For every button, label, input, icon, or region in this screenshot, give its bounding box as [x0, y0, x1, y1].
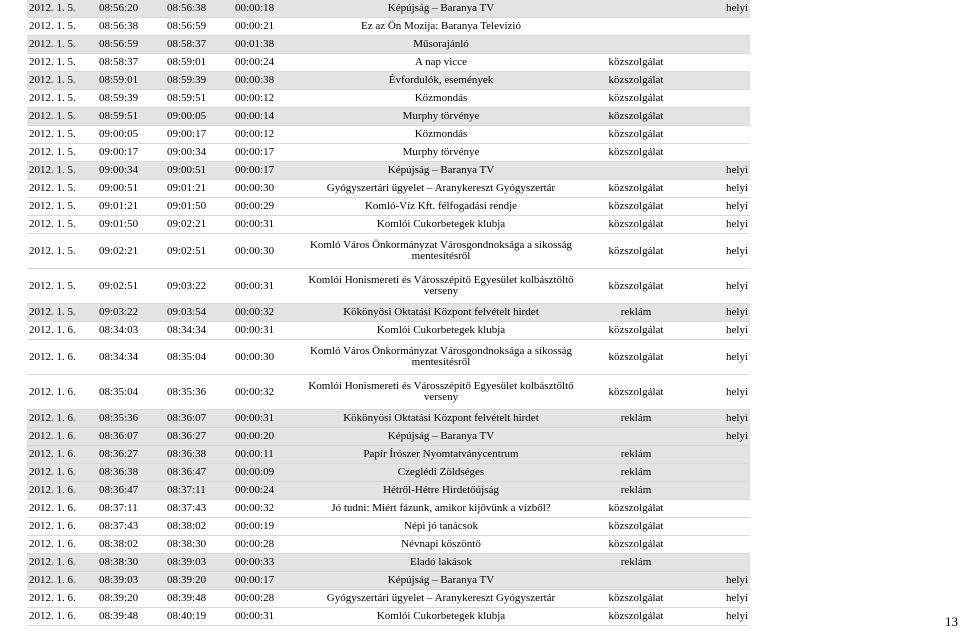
- start-time-cell: 08:37:43: [97, 518, 165, 536]
- date-cell: 2012. 1. 6.: [27, 446, 97, 464]
- local-flag-cell: [685, 536, 750, 554]
- broadcast-schedule-table: [27, 0, 750, 626]
- local-flag-cell: helyi: [685, 198, 750, 216]
- program-title-cell: Képújság – Baranya TV: [295, 0, 587, 18]
- end-time-cell: 09:03:54: [165, 304, 233, 322]
- end-time-cell: 08:59:01: [165, 54, 233, 72]
- duration-cell: 00:00:29: [233, 198, 295, 216]
- date-cell: 2012. 1. 5.: [27, 0, 97, 18]
- duration-cell: 00:00:31: [233, 269, 295, 304]
- end-time-cell: 08:35:04: [165, 340, 233, 375]
- category-cell: közszolgálat: [587, 536, 685, 554]
- table-row: [27, 446, 750, 464]
- duration-cell: 00:00:17: [233, 572, 295, 590]
- program-title-cell: Eladó lakások: [295, 554, 587, 572]
- start-time-cell: 08:56:20: [97, 0, 165, 18]
- date-cell: 2012. 1. 5.: [27, 198, 97, 216]
- end-time-cell: 08:36:38: [165, 446, 233, 464]
- program-title-cell: Ez az Ön Mozija: Baranya Televízió: [295, 18, 587, 36]
- duration-cell: 00:00:31: [233, 322, 295, 340]
- program-title-cell: Murphy törvénye: [295, 108, 587, 126]
- end-time-cell: 09:03:22: [165, 269, 233, 304]
- category-cell: közszolgálat: [587, 180, 685, 198]
- date-cell: 2012. 1. 6.: [27, 536, 97, 554]
- schedule-rows: [27, 0, 750, 626]
- program-title-cell: Komló Város Önkormányzat Városgondnoksága a síkosság mentesítésről: [295, 340, 587, 375]
- date-cell: 2012. 1. 5.: [27, 234, 97, 269]
- duration-cell: 00:00:31: [233, 410, 295, 428]
- duration-cell: 00:00:28: [233, 590, 295, 608]
- program-title-cell: Komló Város Önkormányzat Városgondnoksága a síkosság mentesítésről: [295, 234, 587, 269]
- start-time-cell: 08:34:34: [97, 340, 165, 375]
- start-time-cell: 08:56:59: [97, 36, 165, 54]
- local-flag-cell: helyi: [685, 340, 750, 375]
- end-time-cell: 09:00:05: [165, 108, 233, 126]
- program-title-cell: Közmondás: [295, 126, 587, 144]
- program-title-cell: Kökönyösi Oktatási Központ felvételt hirdet: [295, 410, 587, 428]
- program-title-cell: Komló-Víz Kft. félfogadási rendje: [295, 198, 587, 216]
- date-cell: 2012. 1. 5.: [27, 72, 97, 90]
- end-time-cell: 08:38:30: [165, 536, 233, 554]
- start-time-cell: 08:37:11: [97, 500, 165, 518]
- category-cell: közszolgálat: [587, 322, 685, 340]
- duration-cell: 00:00:18: [233, 0, 295, 18]
- table-row: [27, 518, 750, 536]
- table-row: [27, 340, 750, 375]
- program-title-cell: Papír Írószer Nyomtatványcentrum: [295, 446, 587, 464]
- program-title-cell: Hétről-Hétre Hirdetőújság: [295, 482, 587, 500]
- category-cell: közszolgálat: [587, 108, 685, 126]
- start-time-cell: 08:35:36: [97, 410, 165, 428]
- table-row: [27, 36, 750, 54]
- category-cell: reklám: [587, 482, 685, 500]
- end-time-cell: 08:39:03: [165, 554, 233, 572]
- local-flag-cell: [685, 446, 750, 464]
- category-cell: közszolgálat: [587, 90, 685, 108]
- local-flag-cell: [685, 518, 750, 536]
- start-time-cell: 09:00:34: [97, 162, 165, 180]
- local-flag-cell: helyi: [685, 590, 750, 608]
- category-cell: reklám: [587, 304, 685, 322]
- table-row: [27, 54, 750, 72]
- end-time-cell: 08:56:38: [165, 0, 233, 18]
- duration-cell: 00:00:30: [233, 180, 295, 198]
- start-time-cell: 08:36:27: [97, 446, 165, 464]
- table-row: [27, 572, 750, 590]
- local-flag-cell: helyi: [685, 410, 750, 428]
- category-cell: közszolgálat: [587, 126, 685, 144]
- category-cell: [587, 428, 685, 446]
- table-row: [27, 482, 750, 500]
- program-title-cell: Jó tudni: Miért fázunk, amikor kijövünk a vízből?: [295, 500, 587, 518]
- local-flag-cell: helyi: [685, 162, 750, 180]
- start-time-cell: 09:01:50: [97, 216, 165, 234]
- start-time-cell: 09:00:05: [97, 126, 165, 144]
- local-flag-cell: [685, 482, 750, 500]
- local-flag-cell: [685, 18, 750, 36]
- end-time-cell: 09:00:51: [165, 162, 233, 180]
- duration-cell: 00:00:31: [233, 216, 295, 234]
- category-cell: reklám: [587, 554, 685, 572]
- start-time-cell: 08:59:39: [97, 90, 165, 108]
- local-flag-cell: [685, 126, 750, 144]
- date-cell: 2012. 1. 5.: [27, 144, 97, 162]
- end-time-cell: 08:39:20: [165, 572, 233, 590]
- end-time-cell: 08:40:19: [165, 608, 233, 626]
- end-time-cell: 08:37:43: [165, 500, 233, 518]
- category-cell: közszolgálat: [587, 518, 685, 536]
- start-time-cell: 08:56:38: [97, 18, 165, 36]
- end-time-cell: 08:39:48: [165, 590, 233, 608]
- date-cell: 2012. 1. 6.: [27, 322, 97, 340]
- date-cell: 2012. 1. 6.: [27, 572, 97, 590]
- program-title-cell: Képújság – Baranya TV: [295, 572, 587, 590]
- category-cell: közszolgálat: [587, 72, 685, 90]
- table-row: [27, 464, 750, 482]
- start-time-cell: 08:59:51: [97, 108, 165, 126]
- program-title-cell: Murphy törvénye: [295, 144, 587, 162]
- category-cell: közszolgálat: [587, 216, 685, 234]
- table-row: [27, 554, 750, 572]
- local-flag-cell: helyi: [685, 180, 750, 198]
- table-row: [27, 162, 750, 180]
- program-title-cell: Gyógyszertári ügyelet – Aranykereszt Gyógyszertár: [295, 590, 587, 608]
- end-time-cell: 08:36:27: [165, 428, 233, 446]
- duration-cell: 00:00:14: [233, 108, 295, 126]
- table-row: [27, 234, 750, 269]
- date-cell: 2012. 1. 5.: [27, 216, 97, 234]
- date-cell: 2012. 1. 5.: [27, 180, 97, 198]
- category-cell: közszolgálat: [587, 234, 685, 269]
- program-title-cell: Komlói Honismereti és Városszépítő Egyesület kolbásztöltő verseny: [295, 269, 587, 304]
- local-flag-cell: helyi: [685, 304, 750, 322]
- start-time-cell: 08:59:01: [97, 72, 165, 90]
- date-cell: 2012. 1. 5.: [27, 54, 97, 72]
- local-flag-cell: helyi: [685, 0, 750, 18]
- table-row: [27, 608, 750, 626]
- program-title-cell: Képújság – Baranya TV: [295, 428, 587, 446]
- start-time-cell: 08:38:30: [97, 554, 165, 572]
- category-cell: közszolgálat: [587, 590, 685, 608]
- program-title-cell: Közmondás: [295, 90, 587, 108]
- table-row: [27, 428, 750, 446]
- duration-cell: 00:00:21: [233, 18, 295, 36]
- start-time-cell: 09:03:22: [97, 304, 165, 322]
- start-time-cell: 09:02:21: [97, 234, 165, 269]
- end-time-cell: 09:01:21: [165, 180, 233, 198]
- date-cell: 2012. 1. 5.: [27, 304, 97, 322]
- duration-cell: 00:00:24: [233, 54, 295, 72]
- end-time-cell: 09:01:50: [165, 198, 233, 216]
- program-title-cell: Czeglédi Zöldséges: [295, 464, 587, 482]
- end-time-cell: 08:37:11: [165, 482, 233, 500]
- duration-cell: 00:01:38: [233, 36, 295, 54]
- category-cell: [587, 36, 685, 54]
- end-time-cell: 08:59:39: [165, 72, 233, 90]
- duration-cell: 00:00:32: [233, 500, 295, 518]
- duration-cell: 00:00:32: [233, 304, 295, 322]
- program-title-cell: Évfordulók, események: [295, 72, 587, 90]
- program-title-cell: Komlói Cukorbetegek klubja: [295, 322, 587, 340]
- table-row: [27, 269, 750, 304]
- local-flag-cell: [685, 500, 750, 518]
- local-flag-cell: helyi: [685, 608, 750, 626]
- duration-cell: 00:00:30: [233, 340, 295, 375]
- date-cell: 2012. 1. 6.: [27, 590, 97, 608]
- date-cell: 2012. 1. 5.: [27, 126, 97, 144]
- duration-cell: 00:00:12: [233, 90, 295, 108]
- local-flag-cell: helyi: [685, 572, 750, 590]
- duration-cell: 00:00:09: [233, 464, 295, 482]
- program-title-cell: Népi jó tanácsok: [295, 518, 587, 536]
- date-cell: 2012. 1. 5.: [27, 269, 97, 304]
- category-cell: közszolgálat: [587, 144, 685, 162]
- end-time-cell: 08:36:07: [165, 410, 233, 428]
- table-row: [27, 410, 750, 428]
- duration-cell: 00:00:17: [233, 144, 295, 162]
- program-title-cell: Komlói Cukorbetegek klubja: [295, 608, 587, 626]
- program-title-cell: Gyógyszertári ügyelet – Aranykereszt Gyógyszertár: [295, 180, 587, 198]
- date-cell: 2012. 1. 6.: [27, 482, 97, 500]
- category-cell: [587, 162, 685, 180]
- category-cell: közszolgálat: [587, 500, 685, 518]
- duration-cell: 00:00:38: [233, 72, 295, 90]
- duration-cell: 00:00:19: [233, 518, 295, 536]
- end-time-cell: 08:58:37: [165, 36, 233, 54]
- date-cell: 2012. 1. 5.: [27, 108, 97, 126]
- date-cell: 2012. 1. 6.: [27, 340, 97, 375]
- category-cell: reklám: [587, 410, 685, 428]
- start-time-cell: 08:58:37: [97, 54, 165, 72]
- table-row: [27, 126, 750, 144]
- local-flag-cell: [685, 54, 750, 72]
- table-row: [27, 590, 750, 608]
- table-row: [27, 90, 750, 108]
- program-title-cell: Kökönyösi Oktatási Központ felvételt hirdet: [295, 304, 587, 322]
- page-number: 13: [945, 614, 958, 629]
- local-flag-cell: [685, 36, 750, 54]
- local-flag-cell: [685, 554, 750, 572]
- end-time-cell: 08:35:36: [165, 375, 233, 410]
- date-cell: 2012. 1. 6.: [27, 500, 97, 518]
- category-cell: közszolgálat: [587, 269, 685, 304]
- category-cell: közszolgálat: [587, 375, 685, 410]
- local-flag-cell: helyi: [685, 269, 750, 304]
- local-flag-cell: [685, 72, 750, 90]
- date-cell: 2012. 1. 6.: [27, 464, 97, 482]
- category-cell: közszolgálat: [587, 608, 685, 626]
- duration-cell: 00:00:33: [233, 554, 295, 572]
- start-time-cell: 08:36:38: [97, 464, 165, 482]
- date-cell: 2012. 1. 6.: [27, 375, 97, 410]
- table-row: [27, 72, 750, 90]
- start-time-cell: 08:36:07: [97, 428, 165, 446]
- date-cell: 2012. 1. 5.: [27, 162, 97, 180]
- end-time-cell: 09:00:34: [165, 144, 233, 162]
- table-row: [27, 108, 750, 126]
- category-cell: közszolgálat: [587, 198, 685, 216]
- duration-cell: 00:00:31: [233, 608, 295, 626]
- local-flag-cell: helyi: [685, 428, 750, 446]
- duration-cell: 00:00:12: [233, 126, 295, 144]
- date-cell: 2012. 1. 6.: [27, 608, 97, 626]
- end-time-cell: 09:02:51: [165, 234, 233, 269]
- table-row: [27, 375, 750, 410]
- end-time-cell: 08:34:34: [165, 322, 233, 340]
- local-flag-cell: helyi: [685, 216, 750, 234]
- table-row: [27, 322, 750, 340]
- start-time-cell: 08:38:02: [97, 536, 165, 554]
- date-cell: 2012. 1. 6.: [27, 554, 97, 572]
- duration-cell: 00:00:32: [233, 375, 295, 410]
- start-time-cell: 09:01:21: [97, 198, 165, 216]
- start-time-cell: 08:36:47: [97, 482, 165, 500]
- category-cell: reklám: [587, 446, 685, 464]
- table-row: [27, 304, 750, 322]
- local-flag-cell: helyi: [685, 234, 750, 269]
- duration-cell: 00:00:11: [233, 446, 295, 464]
- date-cell: 2012. 1. 5.: [27, 18, 97, 36]
- end-time-cell: 08:36:47: [165, 464, 233, 482]
- category-cell: [587, 18, 685, 36]
- date-cell: 2012. 1. 5.: [27, 90, 97, 108]
- end-time-cell: 08:56:59: [165, 18, 233, 36]
- table-row: [27, 144, 750, 162]
- local-flag-cell: [685, 464, 750, 482]
- duration-cell: 00:00:17: [233, 162, 295, 180]
- category-cell: [587, 0, 685, 18]
- local-flag-cell: [685, 90, 750, 108]
- date-cell: 2012. 1. 6.: [27, 518, 97, 536]
- local-flag-cell: helyi: [685, 322, 750, 340]
- category-cell: közszolgálat: [587, 340, 685, 375]
- program-title-cell: Komlói Honismereti és Városszépítő Egyesület kolbásztöltő verseny: [295, 375, 587, 410]
- end-time-cell: 08:38:02: [165, 518, 233, 536]
- start-time-cell: 09:00:17: [97, 144, 165, 162]
- program-title-cell: Műsorajánló: [295, 36, 587, 54]
- table-row: [27, 198, 750, 216]
- duration-cell: 00:00:28: [233, 536, 295, 554]
- table-row: [27, 180, 750, 198]
- program-title-cell: Névnapi köszöntő: [295, 536, 587, 554]
- duration-cell: 00:00:20: [233, 428, 295, 446]
- end-time-cell: 09:02:21: [165, 216, 233, 234]
- date-cell: 2012. 1. 6.: [27, 410, 97, 428]
- start-time-cell: 09:02:51: [97, 269, 165, 304]
- start-time-cell: 08:39:03: [97, 572, 165, 590]
- table-row: [27, 536, 750, 554]
- category-cell: [587, 572, 685, 590]
- duration-cell: 00:00:30: [233, 234, 295, 269]
- start-time-cell: 09:00:51: [97, 180, 165, 198]
- program-title-cell: Komlói Cukorbetegek klubja: [295, 216, 587, 234]
- start-time-cell: 08:35:04: [97, 375, 165, 410]
- table-row: [27, 500, 750, 518]
- local-flag-cell: helyi: [685, 375, 750, 410]
- start-time-cell: 08:34:03: [97, 322, 165, 340]
- local-flag-cell: [685, 108, 750, 126]
- category-cell: közszolgálat: [587, 54, 685, 72]
- table-row: [27, 18, 750, 36]
- duration-cell: 00:00:24: [233, 482, 295, 500]
- start-time-cell: 08:39:20: [97, 590, 165, 608]
- end-time-cell: 08:59:51: [165, 90, 233, 108]
- date-cell: 2012. 1. 6.: [27, 428, 97, 446]
- table-row: [27, 0, 750, 18]
- category-cell: reklám: [587, 464, 685, 482]
- local-flag-cell: [685, 144, 750, 162]
- table-row: [27, 216, 750, 234]
- program-title-cell: Képújság – Baranya TV: [295, 162, 587, 180]
- end-time-cell: 09:00:17: [165, 126, 233, 144]
- date-cell: 2012. 1. 5.: [27, 36, 97, 54]
- program-title-cell: A nap vicce: [295, 54, 587, 72]
- start-time-cell: 08:39:48: [97, 608, 165, 626]
